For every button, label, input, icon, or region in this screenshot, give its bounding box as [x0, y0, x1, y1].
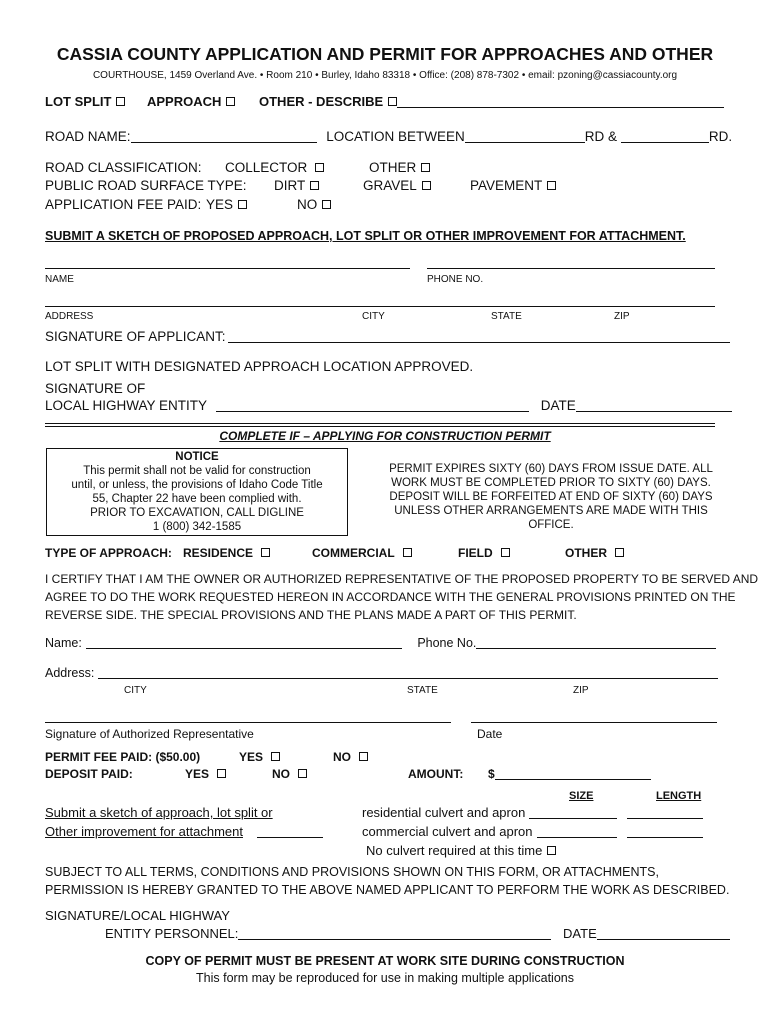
road-name-field[interactable]	[131, 130, 317, 143]
other-describe-field[interactable]	[397, 95, 724, 108]
residence-option[interactable]	[183, 546, 270, 560]
collector-label: COLLECTOR	[225, 160, 308, 175]
state-caption: STATE	[491, 311, 522, 322]
approach-label: APPROACH	[147, 94, 222, 109]
no-culvert-label: No culvert required at this time	[366, 843, 543, 858]
other-class-label: OTHER	[369, 160, 417, 175]
notice-line: until, or unless, the provisions of Idaho Code Title	[71, 479, 323, 491]
fee-no-checkbox[interactable]	[322, 200, 331, 209]
approval-date-label: DATE	[540, 398, 576, 413]
name-caption: NAME	[45, 274, 74, 285]
submit-sketch-text-2: Other improvement for attachment	[45, 824, 243, 839]
approach-option[interactable]	[147, 94, 235, 109]
construction-heading: COMPLETE IF – APPLYING FOR CONSTRUCTION PERMIT	[219, 429, 551, 443]
entity-personnel-signature-field[interactable]	[238, 927, 551, 940]
rd-label: RD.	[708, 129, 733, 144]
sketch-attached-field[interactable]	[257, 825, 323, 838]
fee-no-label: NO	[297, 197, 318, 212]
approach-checkbox[interactable]	[226, 97, 235, 106]
expiry-line: WORK MUST BE COMPLETED PRIOR TO SIXTY (60) DAYS.	[391, 477, 711, 489]
notice-line: PRIOR TO EXCAVATION, CALL DIGLINE	[90, 507, 304, 519]
commercial-culvert-length-field[interactable]	[627, 825, 703, 838]
entity-date-field[interactable]	[597, 927, 730, 940]
entity-date-label: DATE	[563, 926, 597, 941]
surface-type-label: PUBLIC ROAD SURFACE TYPE:	[45, 178, 247, 193]
other-describe-checkbox[interactable]	[388, 97, 397, 106]
commercial-checkbox[interactable]	[403, 548, 412, 557]
lot-split-checkbox[interactable]	[116, 97, 125, 106]
residential-culvert-size-field[interactable]	[529, 806, 617, 819]
other-describe-label: OTHER - DESCRIBE	[259, 94, 384, 109]
other-approach-option[interactable]	[565, 546, 624, 560]
office-address: COURTHOUSE, 1459 Overland Ave. • Room 210 • Burley, Idaho 83318 • Office: (208) 878-7302 • email: pzoning@cassiacounty.org	[92, 70, 678, 81]
other-describe-option[interactable]	[259, 94, 724, 109]
city-caption: CITY	[362, 311, 385, 322]
certification-text	[45, 570, 758, 624]
rep-zip-caption: ZIP	[573, 685, 589, 696]
submit-sketch-text-1: Submit a sketch of approach, lot split or	[45, 805, 273, 820]
permit-fee-no-label: NO	[333, 750, 351, 764]
road-name-label: ROAD NAME:	[45, 129, 131, 144]
lot-split-label: LOT SPLIT	[45, 94, 112, 109]
field-label: FIELD	[458, 546, 493, 560]
dollar-sign: $	[488, 767, 495, 781]
deposit-no-label: NO	[272, 767, 290, 781]
approval-date-field[interactable]	[576, 399, 732, 412]
gravel-option[interactable]	[363, 178, 431, 193]
certification-line: I CERTIFY THAT I AM THE OWNER OR AUTHORIZED REPRESENTATIVE OF THE PROPOSED PROPERTY TO BE SERVED AND	[45, 572, 759, 586]
lot-split-approved-text: LOT SPLIT WITH DESIGNATED APPROACH LOCATION APPROVED.	[45, 359, 474, 374]
sketch-instruction: SUBMIT A SKETCH OF PROPOSED APPROACH, LOT SPLIT OR OTHER IMPROVEMENT FOR ATTACHMENT.	[45, 229, 686, 243]
applicant-signature-label: SIGNATURE OF APPLICANT:	[45, 329, 226, 344]
sig-local-highway-label: SIGNATURE/LOCAL HIGHWAY	[45, 908, 230, 923]
applicant-signature-field[interactable]	[228, 330, 730, 343]
amount-label: AMOUNT:	[408, 767, 464, 781]
gravel-label: GRAVEL	[363, 178, 417, 193]
section-divider-bottom	[45, 426, 715, 427]
rep-phone-label: Phone No.	[417, 636, 477, 650]
rep-date-line[interactable]	[471, 722, 717, 723]
deposit-no-option[interactable]	[272, 767, 307, 781]
deposit-paid-label: DEPOSIT PAID:	[45, 767, 133, 781]
other-approach-checkbox[interactable]	[615, 548, 624, 557]
deposit-yes-option[interactable]	[185, 767, 226, 781]
permit-fee-no-option[interactable]	[333, 750, 368, 764]
rep-city-caption: CITY	[124, 685, 147, 696]
rep-state-caption: STATE	[407, 685, 438, 696]
permit-fee-no-checkbox[interactable]	[359, 752, 368, 761]
field-option[interactable]	[458, 546, 510, 560]
collector-checkbox[interactable]	[315, 163, 324, 172]
address-line[interactable]	[45, 306, 715, 307]
notice-line: This permit shall not be valid for construction	[83, 465, 311, 477]
signature-of-label: SIGNATURE OF	[45, 381, 146, 396]
notice-box	[46, 448, 348, 536]
other-approach-label: OTHER	[565, 546, 607, 560]
length-header: LENGTH	[656, 790, 702, 802]
permit-fee-label: PERMIT FEE PAID: ($50.00)	[45, 750, 201, 764]
certification-line: AGREE TO DO THE WORK REQUESTED HEREON IN ACCORDANCE WITH THE GENERAL PROVISIONS PRINTED ON THE	[45, 590, 736, 604]
deposit-yes-checkbox[interactable]	[217, 769, 226, 778]
fee-paid-label: APPLICATION FEE PAID:	[45, 197, 202, 212]
permission-line: PERMISSION IS HEREBY GRANTED TO THE ABOVE NAMED APPLICANT TO PERFORM THE WORK AS DESCRIBED.	[45, 883, 730, 897]
type-of-approach-label: TYPE OF APPROACH:	[45, 546, 172, 560]
no-culvert-checkbox[interactable]	[547, 846, 556, 855]
permission-line: SUBJECT TO ALL TERMS, CONDITIONS AND PROVISIONS SHOWN ON THIS FORM, OR ATTACHMENTS,	[45, 865, 659, 879]
dirt-option[interactable]	[274, 178, 319, 193]
local-highway-entity-label: LOCAL HIGHWAY ENTITY	[45, 398, 208, 413]
gravel-checkbox[interactable]	[422, 181, 431, 190]
commercial-label: COMMERCIAL	[312, 546, 395, 560]
notice-title: NOTICE	[175, 451, 219, 463]
rep-name-field[interactable]	[86, 636, 402, 649]
rep-address-label: Address:	[45, 666, 95, 680]
other-class-option[interactable]	[369, 160, 430, 175]
pavement-label: PAVEMENT	[470, 178, 543, 193]
other-class-checkbox[interactable]	[421, 163, 430, 172]
notice-line: 55, Chapter 22 have been complied with.	[92, 493, 302, 505]
commercial-option[interactable]	[312, 546, 412, 560]
form-title: CASSIA COUNTY APPLICATION AND PERMIT FOR APPROACHES AND OTHER	[56, 44, 714, 64]
deposit-yes-label: YES	[185, 767, 210, 781]
no-culvert-option[interactable]	[366, 843, 556, 858]
entity-personnel-label: ENTITY PERSONNEL:	[105, 926, 239, 941]
expiry-line: UNLESS OTHER ARRANGEMENTS ARE MADE WITH THIS	[394, 505, 708, 517]
rep-address-field[interactable]	[98, 666, 718, 679]
permit-expiry-notice	[388, 462, 714, 532]
phone-caption: PHONE NO.	[427, 274, 484, 285]
permission-text	[45, 863, 729, 899]
dirt-label: DIRT	[274, 178, 306, 193]
fee-yes-checkbox[interactable]	[238, 200, 247, 209]
section-divider-top	[45, 423, 715, 424]
dirt-checkbox[interactable]	[310, 181, 319, 190]
fee-yes-option[interactable]	[206, 197, 247, 212]
certification-line: REVERSE SIDE. THE SPECIAL PROVISIONS AND THE PLANS MADE A PART OF THIS PERMIT.	[45, 608, 577, 622]
rep-name-label: Name:	[45, 636, 82, 650]
notice-line: 1 (800) 342-1585	[152, 521, 242, 533]
amount-field[interactable]	[495, 767, 651, 780]
zip-caption: ZIP	[614, 311, 630, 322]
location-to-field[interactable]	[621, 130, 709, 143]
expiry-line: PERMIT EXPIRES SIXTY (60) DAYS FROM ISSUE DATE. ALL	[389, 463, 713, 475]
permit-fee-yes-option[interactable]	[239, 750, 280, 764]
expiry-line: DEPOSIT WILL BE FORFEITED AT END OF SIXTY (60) DAYS	[389, 491, 713, 503]
residential-culvert-label: residential culvert and apron	[362, 805, 526, 820]
rep-signature-line[interactable]	[45, 722, 451, 723]
collector-option[interactable]	[225, 160, 324, 175]
reproduce-notice: This form may be reproduced for use in making multiple applications	[196, 971, 574, 985]
residence-checkbox[interactable]	[261, 548, 270, 557]
pavement-option[interactable]	[470, 178, 556, 193]
name-line[interactable]	[45, 268, 410, 269]
road-classification-label: ROAD CLASSIFICATION:	[45, 160, 202, 175]
lot-split-option[interactable]	[45, 94, 125, 109]
permit-fee-yes-checkbox[interactable]	[271, 752, 280, 761]
rep-date-caption: Date	[477, 727, 503, 741]
fee-yes-label: YES	[206, 197, 234, 212]
deposit-no-checkbox[interactable]	[298, 769, 307, 778]
field-checkbox[interactable]	[501, 548, 510, 557]
permit-fee-yes-label: YES	[239, 750, 264, 764]
copy-notice: COPY OF PERMIT MUST BE PRESENT AT WORK SITE DURING CONSTRUCTION	[145, 954, 625, 968]
phone-line[interactable]	[427, 268, 715, 269]
rep-phone-field[interactable]	[476, 636, 716, 649]
expiry-line: OFFICE.	[528, 519, 574, 531]
rep-signature-caption: Signature of Authorized Representative	[45, 727, 254, 741]
location-between-label: LOCATION BETWEEN	[326, 129, 465, 144]
size-header: SIZE	[569, 790, 594, 802]
entity-signature-field[interactable]	[216, 399, 529, 412]
location-from-field[interactable]	[465, 130, 585, 143]
fee-no-option[interactable]	[297, 197, 331, 212]
residential-culvert-length-field[interactable]	[627, 806, 703, 819]
rd-and-label: RD &	[584, 129, 618, 144]
address-caption: ADDRESS	[45, 311, 94, 322]
commercial-culvert-label: commercial culvert and apron	[362, 824, 533, 839]
pavement-checkbox[interactable]	[547, 181, 556, 190]
residence-label: RESIDENCE	[183, 546, 254, 560]
commercial-culvert-size-field[interactable]	[537, 825, 617, 838]
